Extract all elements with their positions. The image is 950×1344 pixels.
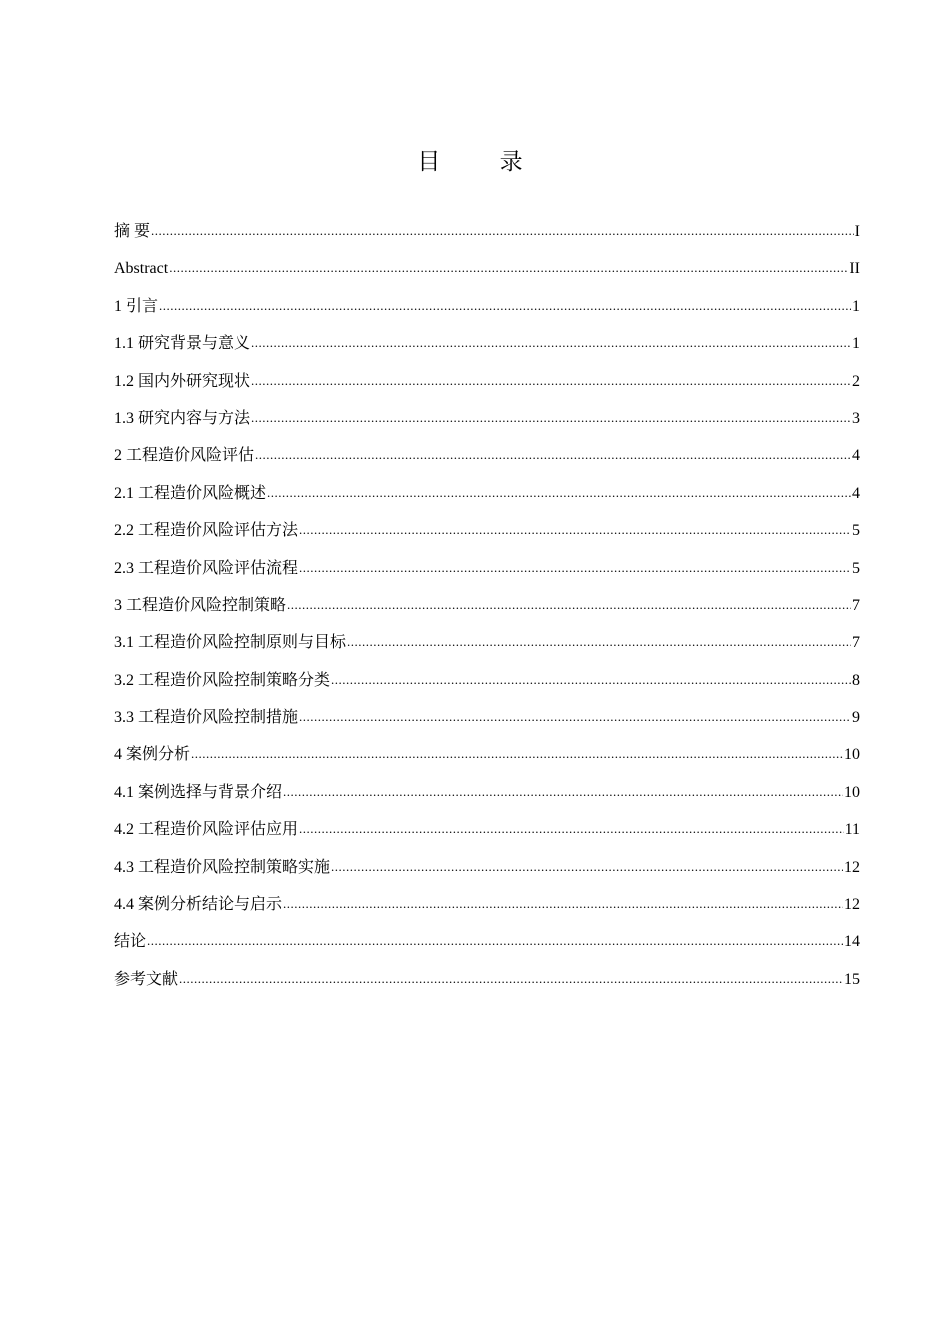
- dot-leader: [287, 593, 851, 617]
- toc-entry-label: 3.3 工程造价风险控制措施: [114, 709, 299, 727]
- toc-entry[interactable]: [114, 968, 860, 1005]
- dot-leader: [191, 742, 843, 766]
- toc-entry-label: 4.3 工程造价风险控制策略实施: [114, 858, 331, 876]
- dot-leader: [151, 219, 854, 243]
- toc-entry[interactable]: [114, 631, 860, 668]
- dot-leader: [299, 518, 851, 542]
- toc-entry-label: 1.3 研究内容与方法: [114, 409, 251, 427]
- toc-entry[interactable]: [114, 669, 860, 706]
- toc-entry[interactable]: [114, 332, 860, 369]
- toc-entry-page: 9: [852, 709, 860, 727]
- table-of-contents: [114, 220, 860, 1005]
- toc-entry[interactable]: [114, 743, 860, 780]
- toc-entry-page: 3: [852, 409, 860, 427]
- dot-leader: [299, 817, 844, 841]
- toc-entry-label: 3.1 工程造价风险控制原则与目标: [114, 634, 347, 652]
- toc-entry-label: 4.4 案例分析结论与启示: [114, 896, 283, 914]
- toc-entry[interactable]: [114, 557, 860, 594]
- toc-entry-page: 7: [852, 596, 860, 614]
- dot-leader: [299, 705, 851, 729]
- toc-entry-label: 2.3 工程造价风险评估流程: [114, 559, 299, 577]
- toc-entry-page: 12: [844, 896, 860, 914]
- toc-entry-page: 11: [844, 821, 860, 839]
- toc-entry-label: 参考文献: [114, 970, 179, 988]
- toc-entry-page: 10: [844, 783, 860, 801]
- toc-entry[interactable]: [114, 257, 860, 294]
- toc-entry[interactable]: [114, 706, 860, 743]
- toc-entry[interactable]: [114, 781, 860, 818]
- page-title: 目 录: [417, 149, 549, 175]
- toc-entry-page: 1: [852, 335, 860, 353]
- toc-entry-page: II: [849, 260, 860, 278]
- toc-entry-page: I: [854, 223, 860, 240]
- toc-entry-label: 3 工程造价风险控制策略: [114, 596, 287, 614]
- dot-leader: [179, 967, 843, 991]
- dot-leader: [169, 256, 848, 280]
- toc-entry-page: 12: [844, 858, 860, 876]
- toc-entry[interactable]: [114, 818, 860, 855]
- toc-entry-label: 结论: [114, 933, 147, 951]
- dot-leader: [159, 294, 851, 318]
- toc-entry[interactable]: [114, 482, 860, 519]
- toc-entry-label: 4.1 案例选择与背景介绍: [114, 783, 283, 801]
- toc-entry-label: 4.2 工程造价风险评估应用: [114, 821, 299, 839]
- toc-entry-page: 1: [852, 297, 860, 315]
- dot-leader: [251, 369, 851, 393]
- toc-entry-label: 摘 要: [114, 223, 151, 240]
- dot-leader: [255, 443, 851, 467]
- dot-leader: [283, 780, 843, 804]
- toc-entry[interactable]: [114, 594, 860, 631]
- dot-leader: [331, 855, 843, 879]
- toc-entry-page: 4: [852, 484, 860, 502]
- toc-entry-page: 7: [852, 634, 860, 652]
- dot-leader: [267, 481, 851, 505]
- dot-leader: [251, 331, 851, 355]
- dot-leader: [283, 892, 843, 916]
- toc-entry-label: 2 工程造价风险评估: [114, 447, 255, 465]
- toc-entry[interactable]: [114, 444, 860, 481]
- toc-entry-page: 4: [852, 447, 860, 465]
- toc-entry-page: 10: [844, 746, 860, 764]
- dot-leader: [347, 630, 851, 654]
- dot-leader: [331, 668, 851, 692]
- toc-entry[interactable]: [114, 220, 860, 257]
- dot-leader: [251, 406, 851, 430]
- toc-entry[interactable]: [114, 407, 860, 444]
- toc-entry[interactable]: [114, 856, 860, 893]
- toc-entry[interactable]: [114, 370, 860, 407]
- toc-entry[interactable]: [114, 930, 860, 967]
- dot-leader: [299, 556, 851, 580]
- dot-leader: [147, 929, 843, 953]
- toc-entry-label: 1 引言: [114, 297, 159, 315]
- toc-entry[interactable]: [114, 519, 860, 556]
- toc-entry-label: 2.1 工程造价风险概述: [114, 484, 267, 502]
- toc-entry-page: 8: [852, 671, 860, 689]
- toc-entry-label: 2.2 工程造价风险评估方法: [114, 522, 299, 540]
- toc-entry[interactable]: [114, 893, 860, 930]
- toc-entry-label: 3.2 工程造价风险控制策略分类: [114, 671, 331, 689]
- toc-entry-page: 14: [844, 933, 860, 951]
- toc-entry-page: 15: [844, 970, 860, 988]
- toc-entry-label: 1.2 国内外研究现状: [114, 372, 251, 390]
- toc-entry-label: 1.1 研究背景与意义: [114, 335, 251, 353]
- toc-entry-page: 5: [852, 522, 860, 540]
- toc-entry[interactable]: [114, 295, 860, 332]
- toc-entry-label: Abstract: [114, 260, 169, 278]
- toc-entry-label: 4 案例分析: [114, 746, 191, 764]
- toc-entry-page: 2: [852, 372, 860, 390]
- toc-entry-page: 5: [852, 559, 860, 577]
